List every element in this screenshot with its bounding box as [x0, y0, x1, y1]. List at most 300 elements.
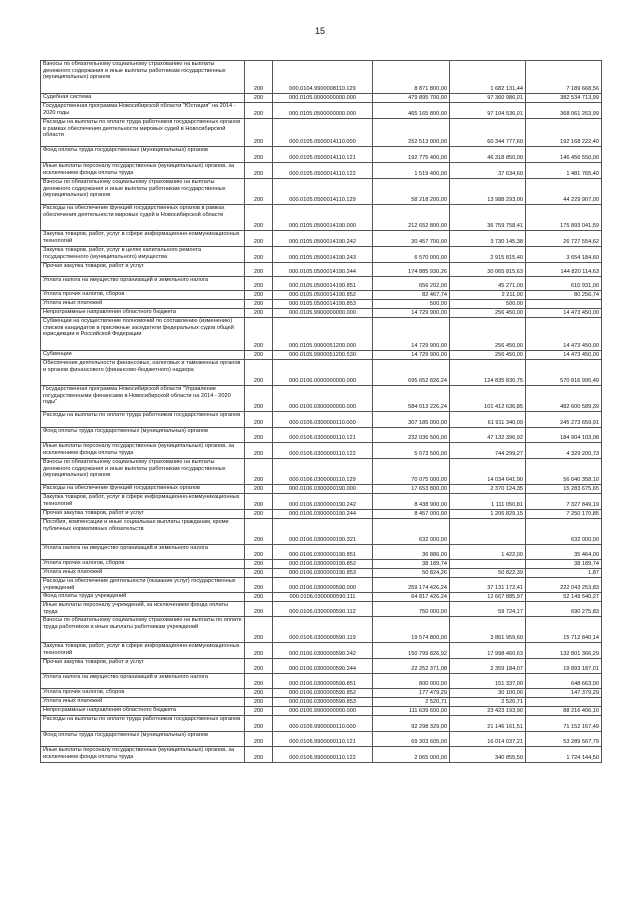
row-executed: 37 634,60	[450, 163, 526, 179]
row-plan: 479 895 700,00	[373, 94, 450, 103]
row-group: 200	[245, 351, 273, 360]
row-name: Прочая закупка товаров, работ и услуг	[41, 263, 245, 277]
row-code: 000.0106.0300000590.111	[273, 593, 373, 602]
row-plan: 259 174 426,24	[373, 578, 450, 593]
row-code: 000.0106.0300000190.000	[273, 485, 373, 494]
row-code: 000.0105.0500014110.129	[273, 179, 373, 205]
table-row	[41, 560, 602, 569]
row-remainder: 144 820 114,63	[526, 263, 602, 277]
row-executed: 97 104 536,01	[450, 103, 526, 119]
row-executed: 340 855,50	[450, 747, 526, 763]
row-name: Расходы на обеспечение функций государственных органов в рамках обеспечения деятельности мировых судей в Новосибирской области	[41, 205, 245, 231]
row-code: 000.0106.0300000110.122	[273, 443, 373, 459]
row-remainder: 35 464,00	[526, 545, 602, 560]
row-group: 200	[245, 747, 273, 763]
row-remainder: 14 473 450,00	[526, 351, 602, 360]
row-remainder	[526, 300, 602, 309]
row-code: 000.0106.0300000590.000	[273, 578, 373, 593]
row-executed: 50 822,39	[450, 569, 526, 578]
row-executed: 256 450,00	[450, 309, 526, 318]
row-code: 000.0106.0000000000.000	[273, 360, 373, 386]
table-row	[41, 545, 602, 560]
row-executed: 21 146 161,51	[450, 716, 526, 732]
row-group: 200	[245, 291, 273, 300]
row-group: 200	[245, 386, 273, 412]
row-name: Прочая закупка товаров, работ и услуг	[41, 659, 245, 674]
row-remainder: 14 473 450,00	[526, 309, 602, 318]
row-plan: 465 165 800,00	[373, 103, 450, 119]
row-code: 000.0105.0500014190.244	[273, 263, 373, 277]
row-remainder: 184 904 103,08	[526, 428, 602, 443]
row-plan: 500,00	[373, 300, 450, 309]
row-name: Иные выплаты персоналу государственных (муниципальных) органов, за исключением фонда оплаты труда	[41, 747, 245, 763]
budget-table	[40, 60, 602, 763]
row-name: Уплата прочих налогов, сборов	[41, 689, 245, 698]
row-remainder: 222 043 253,83	[526, 578, 602, 593]
table-row	[41, 659, 602, 674]
row-name: Иные выплаты персоналу государственных (муниципальных) органов, за исключением фонда оплаты труда	[41, 443, 245, 459]
row-code: 000.0106.9900000000.000	[273, 707, 373, 716]
row-group: 200	[245, 560, 273, 569]
row-code: 000.0106.0300000190.244	[273, 510, 373, 519]
row-executed: 12 667 885,97	[450, 593, 526, 602]
row-remainder: 3 654 184,60	[526, 247, 602, 263]
row-executed: 1 682 131,44	[450, 61, 526, 94]
row-executed: 2 520,71	[450, 698, 526, 707]
table-row	[41, 247, 602, 263]
table-row	[41, 674, 602, 689]
row-name: Взносы по обязательному социальному страхованию на выплаты денежного содержания и иные выплаты работникам государственных (муниципальных) органов	[41, 61, 245, 94]
row-group: 200	[245, 674, 273, 689]
row-name: Уплата иных платежей	[41, 698, 245, 707]
row-name: Уплата иных платежей	[41, 569, 245, 578]
table-row	[41, 593, 602, 602]
row-group: 200	[245, 428, 273, 443]
row-plan: 656 202,00	[373, 277, 450, 291]
row-executed: 14 034 641,90	[450, 459, 526, 485]
row-remainder: 56 040 358,10	[526, 459, 602, 485]
row-plan: 177 479,29	[373, 689, 450, 698]
row-group: 200	[245, 545, 273, 560]
row-group: 200	[245, 318, 273, 351]
row-plan: 14 729 900,00	[373, 351, 450, 360]
table-row	[41, 602, 602, 617]
row-code: 000.0105.0500014190.242	[273, 231, 373, 247]
row-executed: 101 412 636,85	[450, 386, 526, 412]
row-plan: 6 570 000,00	[373, 247, 450, 263]
row-name: Уплата налога на имущество организаций и земельного налога	[41, 277, 245, 291]
row-group: 200	[245, 163, 273, 179]
row-plan: 8 438 900,00	[373, 494, 450, 510]
row-name: Расходы на выплаты по оплате труда работников государственных органов	[41, 716, 245, 732]
row-plan: 695 652 826,24	[373, 360, 450, 386]
row-remainder: 1 481 765,40	[526, 163, 602, 179]
row-code: 000.0105.0500014190.851	[273, 277, 373, 291]
row-executed: 151 337,00	[450, 674, 526, 689]
row-executed: 1 422,00	[450, 545, 526, 560]
row-group: 200	[245, 617, 273, 643]
row-code: 000.0106.0300000000.000	[273, 386, 373, 412]
row-name: Расходы на выплаты по оплате труда работников государственных органов в рамках обеспечения деятельности мировых судей в Новосибирской области	[41, 119, 245, 147]
row-plan: 82 467,74	[373, 291, 450, 300]
row-executed: 60 344 777,60	[450, 119, 526, 147]
row-plan: 22 252 371,08	[373, 659, 450, 674]
row-remainder	[526, 698, 602, 707]
row-group: 200	[245, 602, 273, 617]
row-group: 200	[245, 485, 273, 494]
row-executed: 37 131 172,41	[450, 578, 526, 593]
row-code: 000.0105.0500014190.243	[273, 247, 373, 263]
row-executed	[450, 560, 526, 569]
row-name: Фонд оплаты труда учреждений	[41, 593, 245, 602]
row-name: Расходы на выплаты по оплате труда работников государственных органов	[41, 412, 245, 428]
row-group: 200	[245, 510, 273, 519]
row-name: Непрограммные направления областного бюджета	[41, 309, 245, 318]
row-plan: 2 065 000,00	[373, 747, 450, 763]
row-executed: 97 360 986,01	[450, 94, 526, 103]
row-group: 200	[245, 263, 273, 277]
table-row	[41, 412, 602, 428]
table-body	[41, 61, 602, 763]
row-code: 000.0106.9900000110.000	[273, 716, 373, 732]
table-row	[41, 428, 602, 443]
row-code: 000.0106.0300000190.321	[273, 519, 373, 545]
row-plan: 69 303 605,00	[373, 732, 450, 747]
row-group: 200	[245, 412, 273, 428]
row-group: 200	[245, 247, 273, 263]
row-plan: 750 000,00	[373, 602, 450, 617]
row-plan: 19 574 800,00	[373, 617, 450, 643]
row-name: Закупка товаров, работ, услуг в сфере информационно-коммуникационных технологий	[41, 231, 245, 247]
row-group: 200	[245, 643, 273, 659]
row-executed: 1 111 050,81	[450, 494, 526, 510]
row-executed: 124 835 830,75	[450, 360, 526, 386]
row-remainder: 53 289 567,79	[526, 732, 602, 747]
row-executed: 256 450,00	[450, 318, 526, 351]
row-code: 000.0105.9900051200.530	[273, 351, 373, 360]
row-group: 200	[245, 103, 273, 119]
row-name: Уплата иных платежей	[41, 300, 245, 309]
table-row	[41, 689, 602, 698]
row-name: Уплата прочих налогов, сборов	[41, 560, 245, 569]
row-name: Фонд оплаты труда государственных (муниципальных) органов	[41, 732, 245, 747]
row-remainder: 19 893 187,01	[526, 659, 602, 674]
row-code: 000.0106.0300000190.242	[273, 494, 373, 510]
row-executed: 13 988 293,00	[450, 179, 526, 205]
row-plan: 17 653 800,00	[373, 485, 450, 494]
row-executed: 2 211,00	[450, 291, 526, 300]
table-row	[41, 707, 602, 716]
table-row	[41, 485, 602, 494]
row-remainder: 192 168 222,40	[526, 119, 602, 147]
row-plan: 111 639 600,00	[373, 707, 450, 716]
row-group: 200	[245, 119, 273, 147]
table-row	[41, 617, 602, 643]
row-executed: 744 299,27	[450, 443, 526, 459]
table-row	[41, 300, 602, 309]
row-remainder: 15 712 840,14	[526, 617, 602, 643]
table-row	[41, 263, 602, 277]
row-plan: 92 298 329,00	[373, 716, 450, 732]
row-group: 200	[245, 360, 273, 386]
row-plan: 232 036 500,00	[373, 428, 450, 443]
table-row	[41, 119, 602, 147]
table-row	[41, 351, 602, 360]
table-row	[41, 163, 602, 179]
row-name: Уплата прочих налогов, сборов	[41, 291, 245, 300]
row-code: 000.0106.0300000590.119	[273, 617, 373, 643]
row-plan: 14 729 900,00	[373, 309, 450, 318]
row-plan: 70 075 000,00	[373, 459, 450, 485]
row-remainder: 245 273 659,91	[526, 412, 602, 428]
row-code: 000.0105.0500014110.122	[273, 163, 373, 179]
table-row	[41, 698, 602, 707]
row-executed: 3 730 145,38	[450, 231, 526, 247]
table-row	[41, 578, 602, 593]
row-group: 200	[245, 300, 273, 309]
row-executed: 36 759 758,41	[450, 205, 526, 231]
table-row	[41, 360, 602, 386]
row-group: 200	[245, 689, 273, 698]
row-group: 200	[245, 593, 273, 602]
row-executed: 1 206 829,15	[450, 510, 526, 519]
row-group: 200	[245, 179, 273, 205]
row-code: 000.0106.9900000110.122	[273, 747, 373, 763]
table-row	[41, 291, 602, 300]
row-name: Обеспечение деятельности финансовых, налоговых и таможенных органов и органов финансового (финансово-бюджетного) надзора	[41, 360, 245, 386]
row-remainder: 690 275,83	[526, 602, 602, 617]
row-executed: 47 132 396,92	[450, 428, 526, 443]
row-plan: 584 013 226,24	[373, 386, 450, 412]
row-name: Взносы по обязательному социальному страхованию на выплаты по оплате труда работников и иные выплаты работникам учреждений	[41, 617, 245, 643]
row-code: 000.0106.0300000110.000	[273, 412, 373, 428]
row-remainder: 368 061 263,99	[526, 103, 602, 119]
row-executed: 2 370 124,35	[450, 485, 526, 494]
row-code: 000.0106.0300000190.851	[273, 545, 373, 560]
row-name: Расходы на обеспечение функций государственных органов	[41, 485, 245, 494]
row-name: Государственная программа Новосибирской области "Юстиция" на 2014 - 2020 годы	[41, 103, 245, 119]
row-name: Уплата налога на имущество организаций и земельного налога	[41, 545, 245, 560]
row-group: 200	[245, 659, 273, 674]
row-name: Субвенции на осуществление полномочий по составлению (изменению) списков кандидатов в присяжные заседатели федеральных судов общей юрисдикции в Российской Федерации	[41, 318, 245, 351]
row-group: 200	[245, 494, 273, 510]
row-group: 200	[245, 147, 273, 163]
row-name: Расходы на обеспечение деятельности (оказание услуг) государственных учреждений	[41, 578, 245, 593]
table-row	[41, 94, 602, 103]
row-executed: 30 100,00	[450, 689, 526, 698]
row-remainder: 7 250 170,85	[526, 510, 602, 519]
row-group: 200	[245, 94, 273, 103]
row-remainder: 7 189 668,56	[526, 61, 602, 94]
row-remainder: 88 216 406,10	[526, 707, 602, 716]
row-plan: 1 519 400,00	[373, 163, 450, 179]
row-code: 000.0106.0300000590.242	[273, 643, 373, 659]
row-plan: 36 886,00	[373, 545, 450, 560]
row-name: Иные выплаты персоналу учреждений, за исключением фонда оплаты труда	[41, 602, 245, 617]
row-group: 200	[245, 578, 273, 593]
row-plan: 307 185 000,00	[373, 412, 450, 428]
row-executed: 3 861 959,60	[450, 617, 526, 643]
row-name: Взносы по обязательному социальному страхованию на выплаты денежного содержания и иные выплаты работникам государственных (муниципальных) органов	[41, 459, 245, 485]
row-name: Иные выплаты персоналу государственных (муниципальных) органов, за исключением фонда оплаты труда	[41, 163, 245, 179]
table-row	[41, 309, 602, 318]
row-group: 200	[245, 459, 273, 485]
row-group: 200	[245, 732, 273, 747]
row-remainder: 146 456 550,00	[526, 147, 602, 163]
row-group: 200	[245, 707, 273, 716]
row-executed: 500,00	[450, 300, 526, 309]
row-code: 000.0105.0500014190.853	[273, 300, 373, 309]
table-row	[41, 103, 602, 119]
table-row	[41, 716, 602, 732]
row-plan: 30 457 700,00	[373, 231, 450, 247]
row-remainder: 15 283 675,65	[526, 485, 602, 494]
table-row	[41, 519, 602, 545]
row-executed: 16 014 037,21	[450, 732, 526, 747]
page-number: 15	[314, 26, 325, 36]
row-remainder: 38 189,74	[526, 560, 602, 569]
row-executed: 2 359 184,07	[450, 659, 526, 674]
row-group: 200	[245, 61, 273, 94]
table-row	[41, 231, 602, 247]
row-code: 000.0106.0300000110.129	[273, 459, 373, 485]
row-plan: 174 885 930,26	[373, 263, 450, 277]
table-row	[41, 147, 602, 163]
row-executed: 59 724,17	[450, 602, 526, 617]
row-remainder: 52 149 540,27	[526, 593, 602, 602]
row-remainder: 175 893 041,59	[526, 205, 602, 231]
row-code: 000.0106.0300000590.853	[273, 698, 373, 707]
row-code: 000.0106.0300000590.851	[273, 674, 373, 689]
table-row	[41, 179, 602, 205]
row-code: 000.0105.0500000000.000	[273, 103, 373, 119]
table-row	[41, 386, 602, 412]
row-remainder: 80 256,74	[526, 291, 602, 300]
row-remainder: 14 473 450,00	[526, 318, 602, 351]
row-plan: 192 775 400,00	[373, 147, 450, 163]
row-code: 000.0104.9900008110.129	[273, 61, 373, 94]
row-code: 000.0106.0300000190.853	[273, 569, 373, 578]
row-name: Закупка товаров, работ, услуг в сфере информационно-коммуникационных технологий	[41, 643, 245, 659]
row-name: Непрограммные направления областного бюджета	[41, 707, 245, 716]
row-executed: 61 911 340,09	[450, 412, 526, 428]
row-plan: 150 799 826,92	[373, 643, 450, 659]
row-remainder: 1,87	[526, 569, 602, 578]
row-plan: 58 218 200,00	[373, 179, 450, 205]
table-row	[41, 643, 602, 659]
row-remainder: 7 327 849,19	[526, 494, 602, 510]
table-row	[41, 510, 602, 519]
row-group: 200	[245, 698, 273, 707]
row-code: 000.0105.0500014110.121	[273, 147, 373, 163]
row-name: Закупка товаров, работ, услуг в сфере информационно-коммуникационных технологий	[41, 494, 245, 510]
row-plan: 50 824,26	[373, 569, 450, 578]
table-row	[41, 205, 602, 231]
row-remainder: 648 663,00	[526, 674, 602, 689]
row-executed: 23 423 193,90	[450, 707, 526, 716]
row-name: Субвенции	[41, 351, 245, 360]
row-code: 000.0106.0300000590.112	[273, 602, 373, 617]
table-row	[41, 318, 602, 351]
table-row	[41, 443, 602, 459]
row-plan: 212 652 800,00	[373, 205, 450, 231]
row-code: 000.0105.0500014190.852	[273, 291, 373, 300]
row-plan: 8 871 800,00	[373, 61, 450, 94]
row-code: 000.0105.9900000000.000	[273, 309, 373, 318]
table-row	[41, 569, 602, 578]
row-code: 000.0106.9900000110.121	[273, 732, 373, 747]
row-group: 200	[245, 519, 273, 545]
row-remainder: 632 000,00	[526, 519, 602, 545]
row-executed	[450, 519, 526, 545]
row-group: 200	[245, 205, 273, 231]
row-code: 000.0105.9900051200.000	[273, 318, 373, 351]
row-remainder: 44 229 907,00	[526, 179, 602, 205]
row-name: Пособия, компенсации и иные социальные выплаты гражданам, кроме публичных нормативных обязательств	[41, 519, 245, 545]
row-group: 200	[245, 309, 273, 318]
row-name: Государственная программа Новосибирской области "Управление государственными финансами в Новосибирской области на 2014 - 2020 годы"	[41, 386, 245, 412]
row-name: Взносы по обязательному социальному страхованию на выплаты денежного содержания и иные выплаты работникам государственных (муниципальных) органов	[41, 179, 245, 205]
row-remainder: 482 600 589,39	[526, 386, 602, 412]
row-plan: 64 817 426,24	[373, 593, 450, 602]
row-group: 200	[245, 716, 273, 732]
row-plan: 800 000,00	[373, 674, 450, 689]
row-remainder: 570 816 995,49	[526, 360, 602, 386]
row-executed: 256 450,00	[450, 351, 526, 360]
row-remainder: 4 329 200,73	[526, 443, 602, 459]
row-code: 000.0105.0000000000.000	[273, 94, 373, 103]
row-code: 000.0106.0300000190.852	[273, 560, 373, 569]
row-code: 000.0105.0500014110.000	[273, 119, 373, 147]
row-code: 000.0106.0300000590.852	[273, 689, 373, 698]
row-group: 200	[245, 231, 273, 247]
row-executed: 46 318 850,00	[450, 147, 526, 163]
row-remainder: 26 727 554,62	[526, 231, 602, 247]
row-name: Уплата налога на имущество организаций и земельного налога	[41, 674, 245, 689]
row-plan: 8 457 000,00	[373, 510, 450, 519]
row-name: Фонд оплаты труда государственных (муниципальных) органов	[41, 147, 245, 163]
row-group: 200	[245, 277, 273, 291]
row-remainder: 1 724 144,50	[526, 747, 602, 763]
row-name: Закупка товаров, работ, услуг в целях капитального ремонта государственного (муниципального) имущества	[41, 247, 245, 263]
table-row	[41, 459, 602, 485]
row-group: 200	[245, 569, 273, 578]
table-row	[41, 747, 602, 763]
row-remainder: 382 534 713,99	[526, 94, 602, 103]
table-row	[41, 494, 602, 510]
table-row	[41, 732, 602, 747]
row-executed: 30 065 815,63	[450, 263, 526, 277]
row-code: 000.0105.0500014190.000	[273, 205, 373, 231]
row-plan: 38 189,74	[373, 560, 450, 569]
row-remainder: 71 152 167,49	[526, 716, 602, 732]
row-code: 000.0106.0300000590.244	[273, 659, 373, 674]
row-code: 000.0106.0300000110.121	[273, 428, 373, 443]
row-group: 200	[245, 443, 273, 459]
row-name: Фонд оплаты труда государственных (муниципальных) органов	[41, 428, 245, 443]
row-name: Судебная система	[41, 94, 245, 103]
row-plan: 632 000,00	[373, 519, 450, 545]
row-executed: 45 271,00	[450, 277, 526, 291]
table-row	[41, 277, 602, 291]
row-name: Прочая закупка товаров, работ и услуг	[41, 510, 245, 519]
row-plan: 2 520,71	[373, 698, 450, 707]
row-remainder: 132 801 366,29	[526, 643, 602, 659]
row-executed: 17 998 460,63	[450, 643, 526, 659]
row-executed: 2 915 815,40	[450, 247, 526, 263]
row-plan: 14 729 900,00	[373, 318, 450, 351]
row-remainder: 610 931,00	[526, 277, 602, 291]
